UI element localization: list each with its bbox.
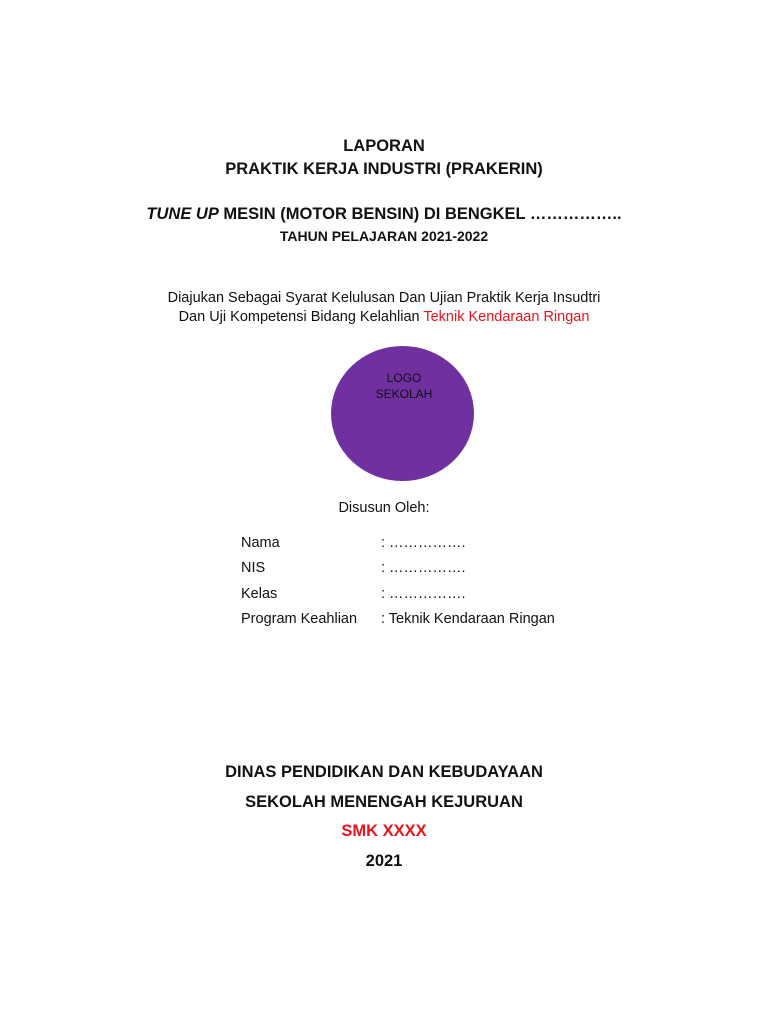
- info-row-program: [241, 607, 555, 633]
- report-title: LAPORAN: [343, 137, 425, 155]
- info-value: : …………….: [381, 560, 466, 577]
- report-subtitle: PRAKTIK KERJA INDUSTRI (PRAKERIN): [225, 160, 543, 178]
- logo-label-line-2: SEKOLAH: [375, 387, 433, 401]
- info-value: : …………….: [381, 585, 466, 602]
- school-logo-placeholder: [331, 346, 474, 481]
- info-label: Kelas: [241, 585, 278, 602]
- submission-line-1: Diajukan Sebagai Syarat Kelulusan Dan Ujian Praktik Kerja Insudtri: [167, 290, 601, 306]
- logo-label: [374, 370, 434, 402]
- author-info-table: [241, 530, 555, 632]
- topic-rest: MESIN (MOTOR BENSIN) DI BENGKEL ……………..: [218, 205, 622, 223]
- info-row-nis: [241, 556, 555, 582]
- topic-italic: TUNE UP: [146, 205, 219, 223]
- program-highlight: Teknik Kendaraan Ringan: [423, 309, 590, 325]
- report-topic: [0, 205, 768, 224]
- info-label: NIS: [241, 560, 266, 577]
- academic-year: TAHUN PELAJARAN 2021-2022: [279, 228, 489, 244]
- author-heading: Disusun Oleh:: [338, 500, 430, 516]
- logo-label-line-1: LOGO: [386, 371, 422, 385]
- info-value: : Teknik Kendaraan Ringan: [381, 611, 555, 628]
- info-value: : …………….: [381, 534, 466, 551]
- footer-year: 2021: [365, 852, 403, 870]
- school-name: SMK XXXX: [341, 822, 427, 840]
- info-label: Nama: [241, 534, 280, 551]
- school-type: SEKOLAH MENENGAH KEJURUAN: [245, 793, 523, 811]
- submission-prefix: Dan Uji Kompetensi Bidang Kelahlian: [178, 309, 424, 325]
- submission-line-2: [0, 309, 768, 325]
- info-row-name: [241, 530, 555, 556]
- info-label: Program Keahlian: [241, 611, 358, 628]
- agency-name: DINAS PENDIDIKAN DAN KEBUDAYAAN: [225, 763, 543, 781]
- info-row-class: [241, 581, 555, 607]
